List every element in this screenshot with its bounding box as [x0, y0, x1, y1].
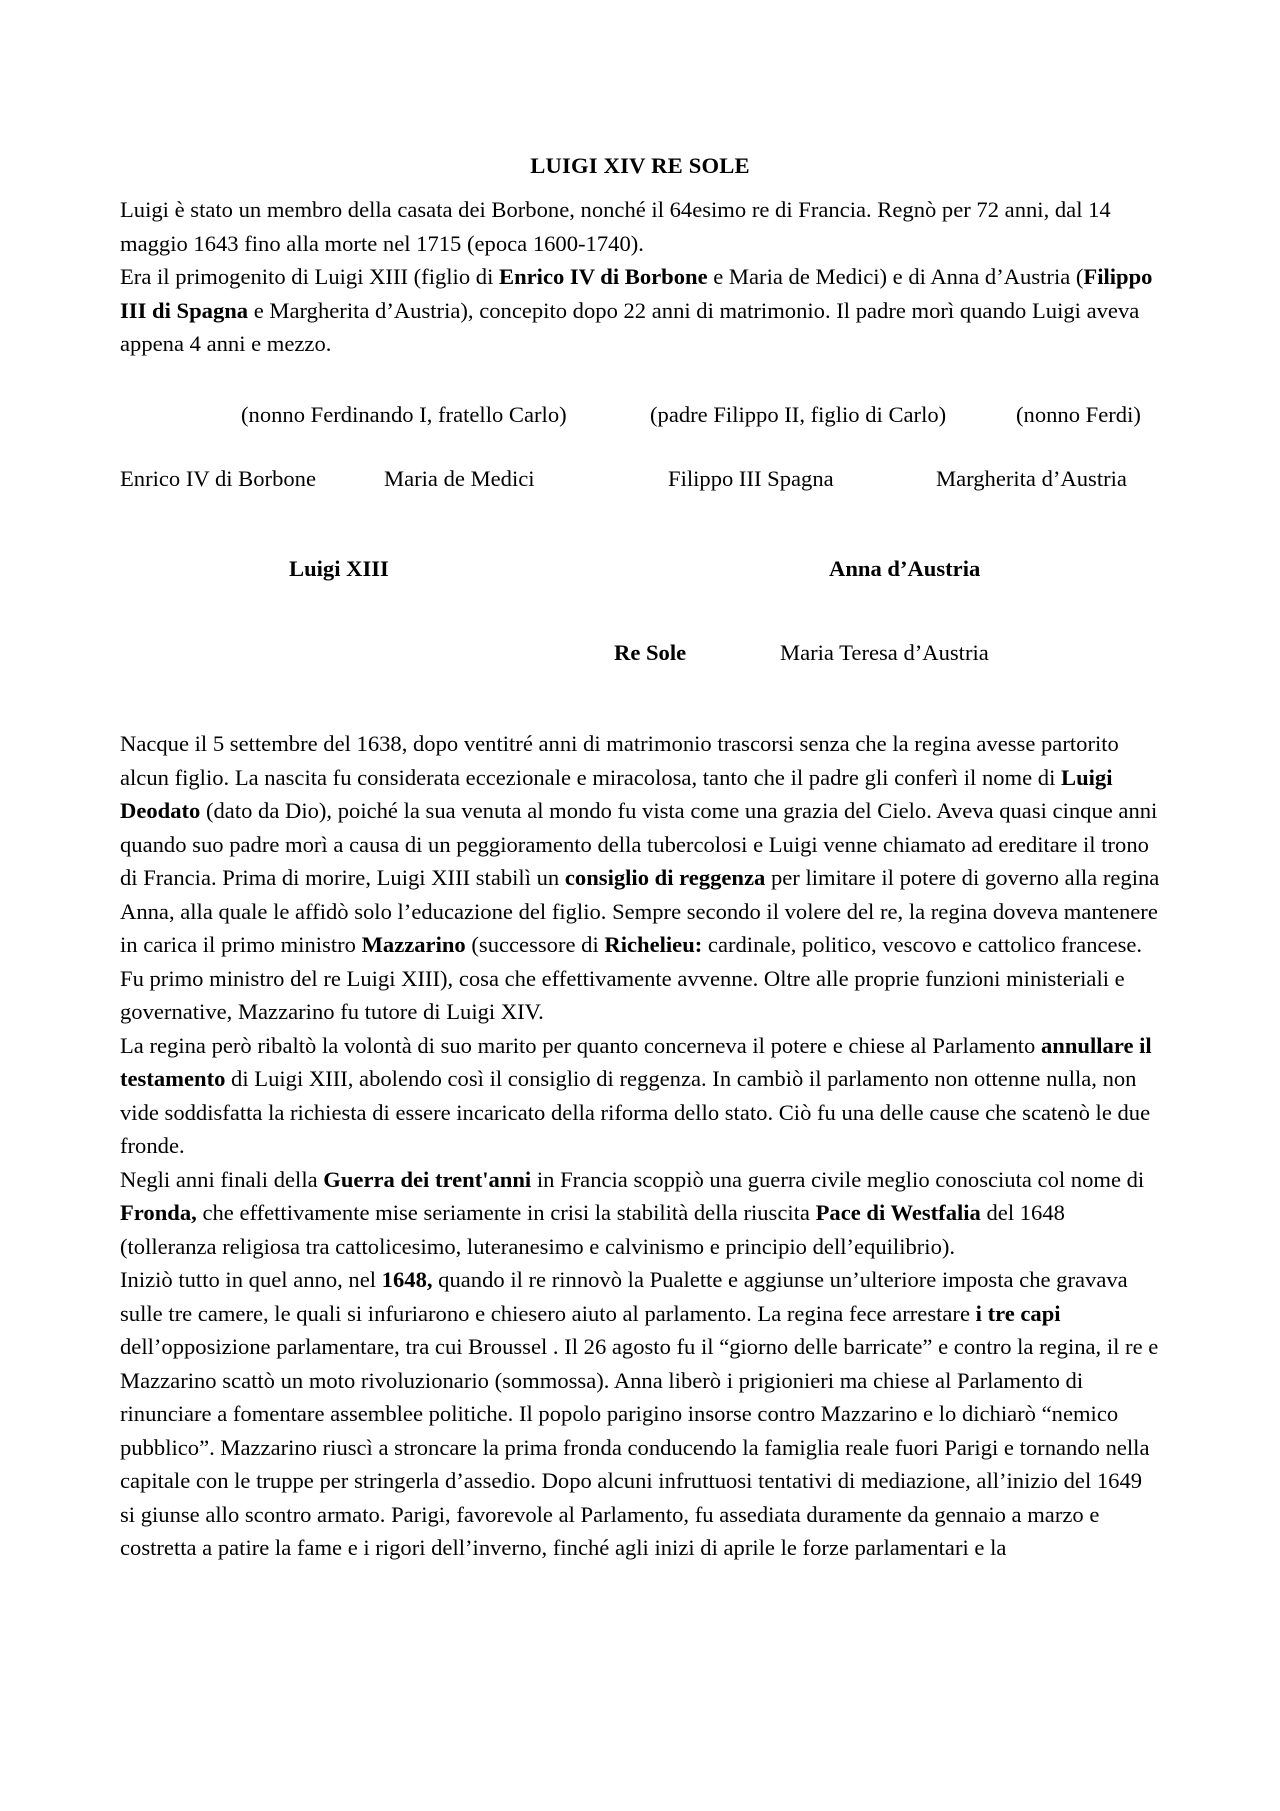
tree-filippo: Filippo III Spagna — [668, 466, 834, 491]
text-run: del 1648 (tolleranza religiosa tra cattolicesimo, luteranesimo e calvinismo e principio dell’equilibrio). — [120, 1200, 1065, 1259]
text-run: cardinale, politico, vescovo e cattolico francese. Fu primo ministro del re Luigi XIII), cosa che effettivamente avvenne. Oltre alle proprie funzioni ministeriali e governative, Mazzarino fu tutore di Luigi XIV. — [120, 932, 1143, 1024]
body-paragraph — [120, 1029, 1160, 1163]
bold-term: 1648, — [381, 1267, 433, 1292]
text-run: La regina però ribaltò la volontà di suo marito per quanto concerneva il potere e chiese al Parlamento — [120, 1032, 1041, 1058]
bold-term: Pace di Westfalia — [815, 1200, 981, 1225]
tree-note-middle: (padre Filippo II, figlio di Carlo) — [650, 402, 947, 427]
bold-term: annullare il testamento — [120, 1032, 1152, 1091]
body-paragraph — [120, 1263, 1160, 1565]
document-top — [120, 148, 1160, 361]
tree-luigi-xiii: Luigi XIII — [289, 556, 389, 581]
text-run: (dato da Dio), poiché la sua venuta al mondo fu vista come una grazia del Cielo. Aveva quasi cinque anni quando suo padre morì a causa di un peggioramento della tubercolosi e Luigi venne chiamato ad ereditare il trono di Francia. Prima di morire, Luigi XIII stabilì un — [120, 798, 1158, 890]
text-run: dell’opposizione parlamentare, tra cui Broussel . Il 26 agosto fu il “giorno delle barricate” e contro la regina, il re e Mazzarino scattò un moto rivoluzionario (sommossa). Anna liberò i prigionieri ma chiese al Parlamento di rinunciare a fomentare assemblee politiche. Il popolo parigino insorse contro Mazzarino e lo dichiarò “nemico pubblico”. Mazzarino riuscì a stroncare la prima fronda conducendo la famiglia reale fuori Parigi e tornando nella capitale con le truppe per stringerla d’assedio. Dopo alcuni infruttuosi tentativi di mediazione, all’inizio del 1649 si giunse allo scontro armato. Parigi, favorevole al Parlamento, fu assediata duramente da gennaio a marzo e costretta a patire la fame e i rigori dell’inverno, finché agli inizi di aprile le forze parlamentari e la — [120, 1334, 1159, 1560]
text-run: per limitare il potere di governo alla regina Anna, alla quale le affidò solo l’educazione del figlio. Sempre secondo il volere del re, la regina doveva mantenere in carica il primo ministro — [120, 865, 1160, 957]
bold-term: i tre capi — [975, 1300, 1061, 1326]
text-run: (successore di — [465, 932, 605, 957]
text-run: Negli anni finali della — [120, 1166, 324, 1192]
body-paragraph — [120, 1163, 1160, 1264]
bold-term: Filippo III di Spagna — [120, 264, 1153, 323]
text-run: in Francia scoppiò una guerra civile meglio conosciuta col nome di — [531, 1166, 1145, 1192]
text-run: Nacque il 5 settembre del 1638, dopo ventitré anni di matrimonio trascorsi senza che la regina avesse partorito alcun figlio. La nascita fu considerata eccezionale e miracolosa, tanto che il padre gli conferì il nome di — [120, 731, 1119, 790]
tree-maria-de-medici: Maria de Medici — [384, 466, 535, 491]
bold-term: Luigi Deodato — [120, 764, 1113, 823]
tree-anna: Anna d’Austria — [829, 556, 981, 581]
text-run: Luigi è stato un membro della casata dei Borbone, nonché il 64esimo re di Francia. Regnò per 72 anni, dal 14 maggio 1643 fino alla morte nel 1715 (epoca 1600-1740). — [120, 197, 1111, 256]
text-run: Era il primogenito di Luigi XIII (figlio di — [120, 264, 499, 289]
bold-term: Richelieu: — [604, 932, 703, 957]
tree-enrico: Enrico IV di Borbone — [120, 466, 316, 491]
intro-paragraph — [120, 260, 1160, 361]
tree-maria-teresa: Maria Teresa d’Austria — [780, 640, 989, 665]
tree-note-right: (nonno Ferdi) — [1016, 402, 1141, 427]
text-run: Iniziò tutto in quel anno, nel — [120, 1267, 382, 1292]
text-run: e Maria de Medici) e di Anna d’Austria ( — [707, 264, 1084, 289]
text-run: che effettivamente mise seriamente in crisi la stabilità della riuscita — [196, 1200, 816, 1225]
tree-note-left: (nonno Ferdinando I, fratello Carlo) — [241, 402, 567, 427]
bold-term: consiglio di reggenza — [564, 865, 766, 890]
tree-re-sole: Re Sole — [614, 640, 687, 665]
bold-term: Mazzarino — [361, 932, 466, 957]
bold-term: Guerra dei trent'anni — [323, 1166, 532, 1192]
document-title: LUIGI XIV RE SOLE — [530, 153, 750, 178]
main-text — [120, 727, 1160, 1565]
tree-margherita: Margherita d’Austria — [936, 466, 1127, 491]
bold-term: Enrico IV di Borbone — [499, 264, 708, 289]
text-run: quando il re rinnovò la Pualette e aggiunse un’ulteriore imposta che gravava sulle tre camere, le quali si infuriarono e chiesero aiuto al parlamento. La regina fece arrestare — [120, 1267, 1128, 1326]
text-run: e Margherita d’Austria), concepito dopo 22 anni di matrimonio. Il padre morì quando Luigi aveva appena 4 anni e mezzo. — [120, 297, 1140, 356]
intro-paragraph — [120, 193, 1160, 260]
text-run: di Luigi XIII, abolendo così il consiglio di reggenza. In cambiò il parlamento non ottenne nulla, non vide soddisfatta la richiesta di essere incaricato della riforma dello stato. Ciò fu una delle cause che scatenò le due fronde. — [120, 1066, 1151, 1158]
body-paragraph — [120, 727, 1160, 1029]
intro-text — [120, 193, 1160, 361]
bold-term: Fronda, — [120, 1200, 197, 1225]
